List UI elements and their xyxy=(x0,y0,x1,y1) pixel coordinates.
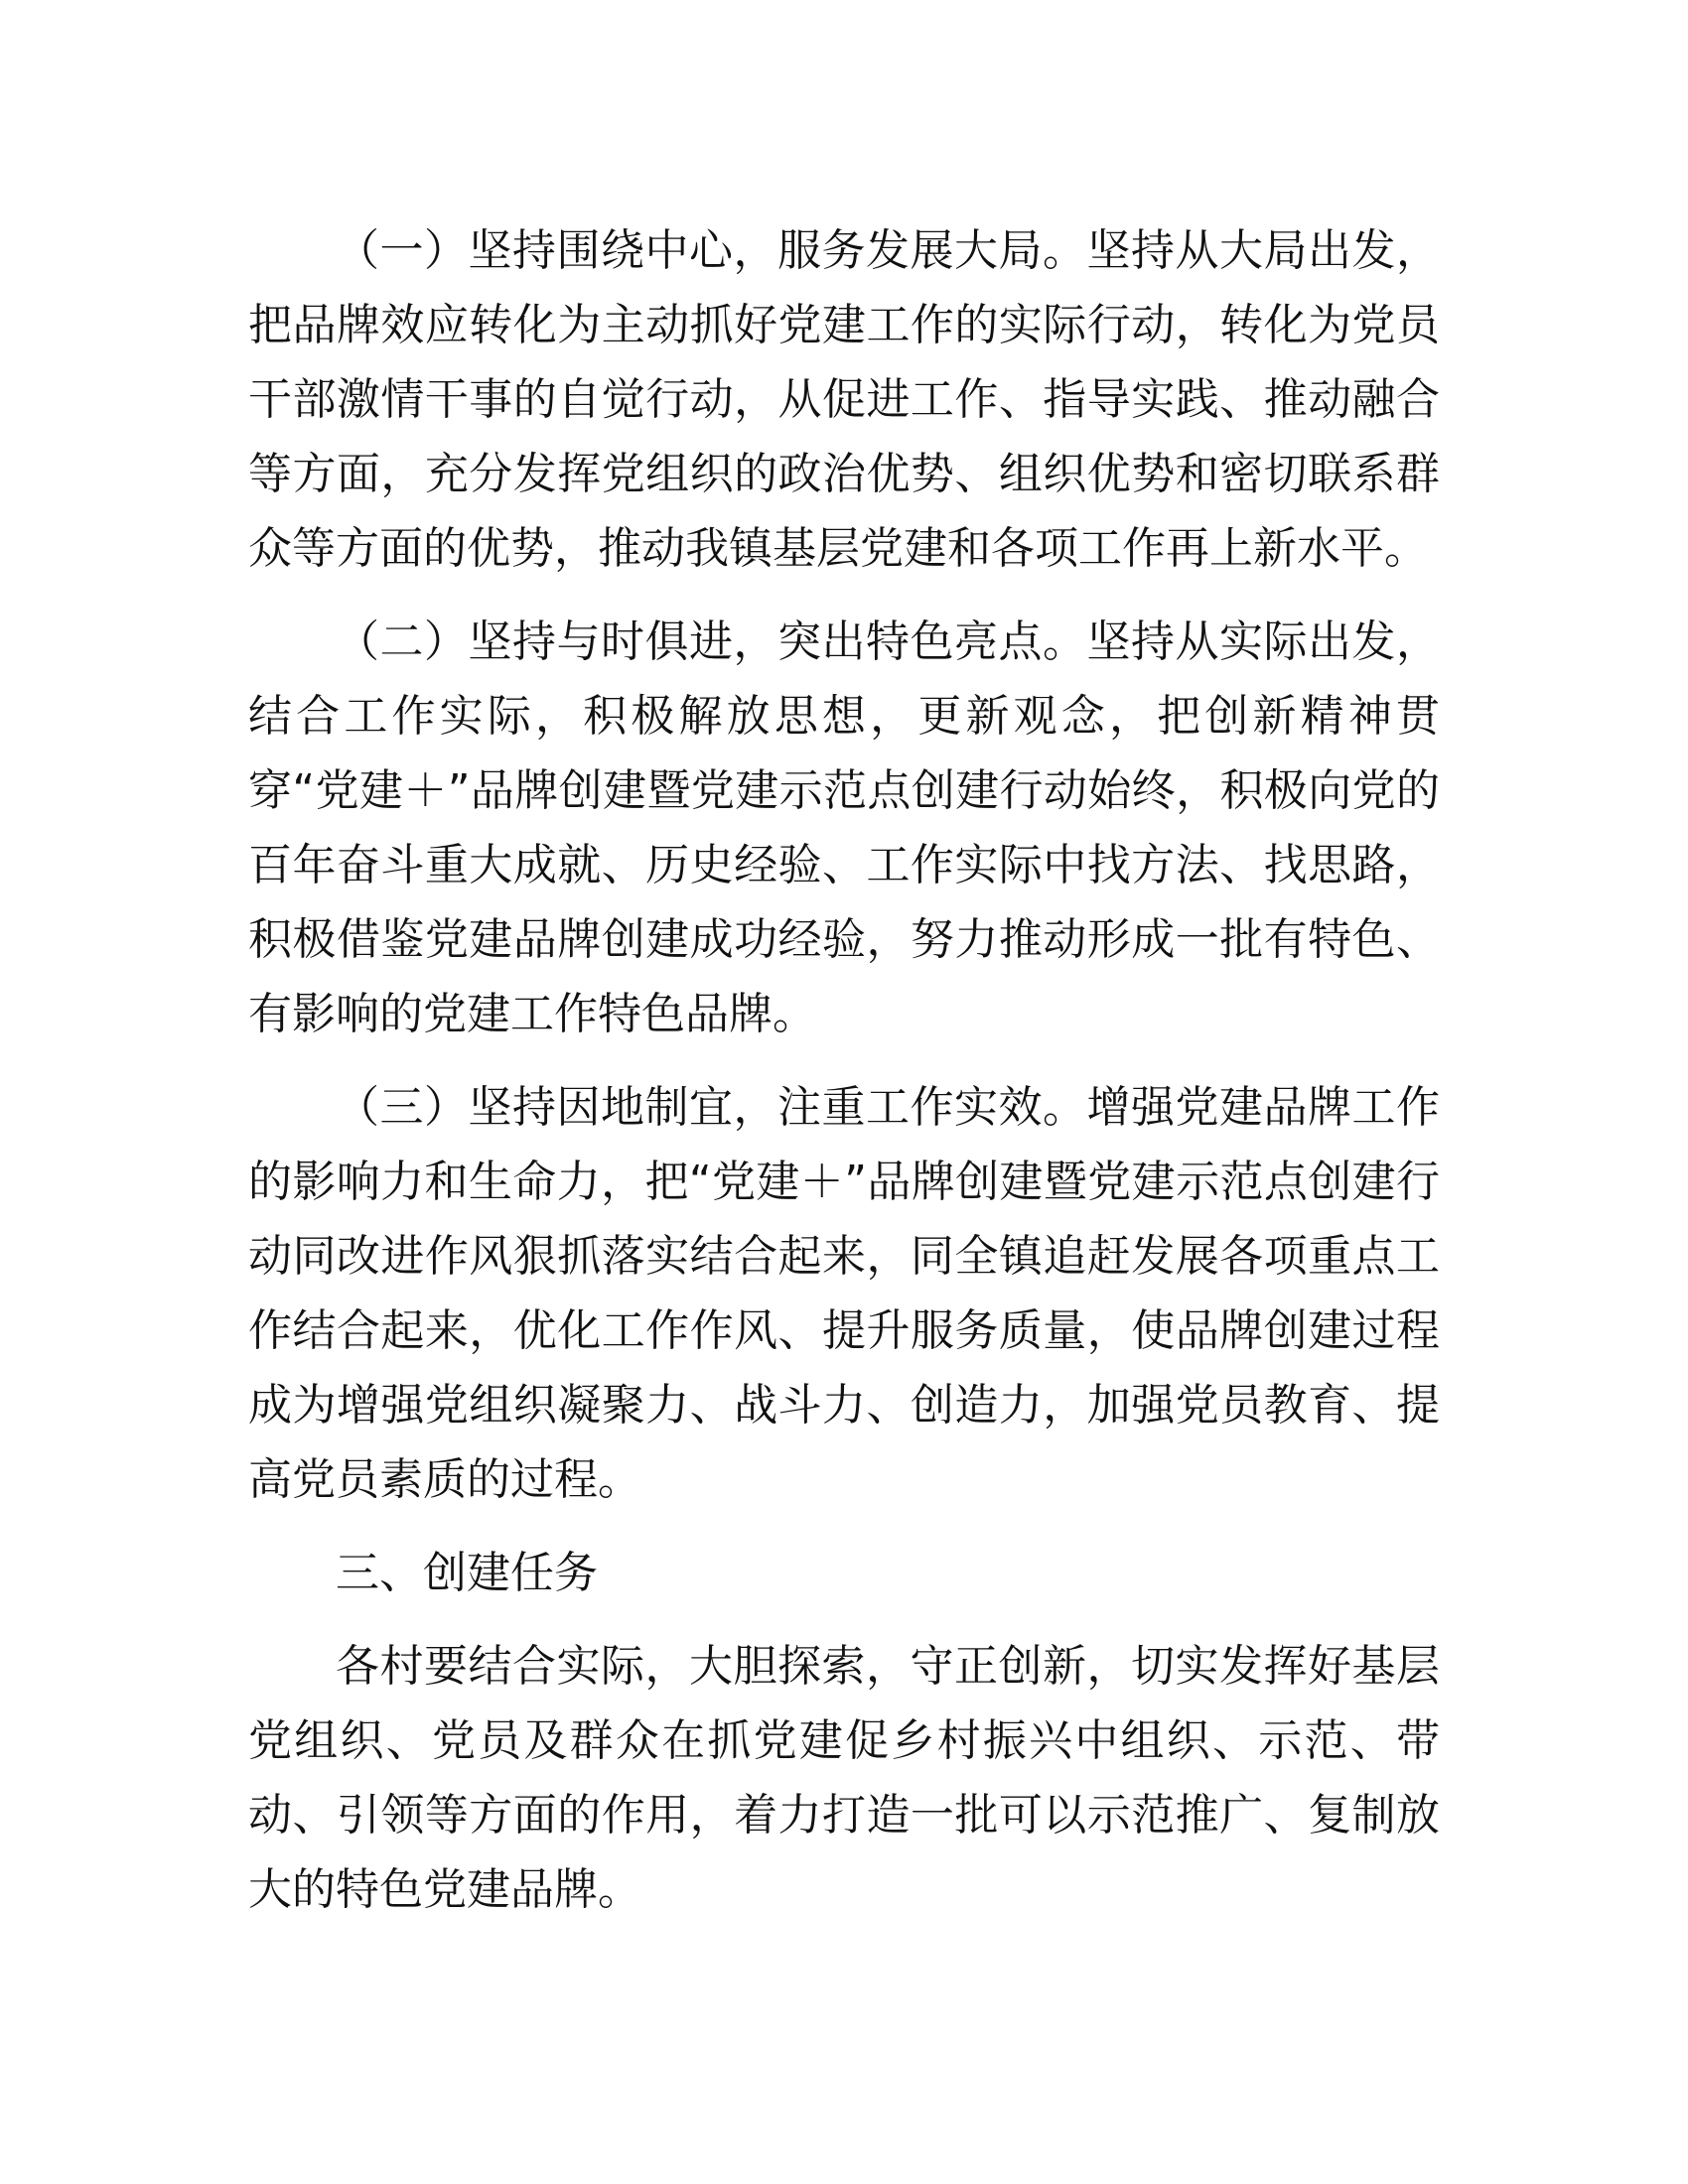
section-heading: 三、创建任务 xyxy=(336,1548,598,1598)
paragraph-principle-1: （一）坚持围绕中心，服务发展大局。坚持从大局出发，把品牌效应转化为主动抓好党建工作的实际行动，转化为党员干部激情干事的自觉行动，从促进工作、指导实践、推动融合等方面，充分发挥党组织的政治优势、组织优势和密切联系群众等方面的优势，推动我镇基层党建和各项工作再上新水平。 xyxy=(248,225,1440,574)
paragraph-task: 各村要结合实际，大胆探索，守正创新，切实发挥好基层党组织、党员及群众在抓党建促乡村振兴中组织、示范、带动、引领等方面的作用，着力打造一批可以示范推广、复制放大的特色党建品牌。 xyxy=(248,1641,1440,1915)
paragraph-principle-2: （二）坚持与时俱进，突出特色亮点。坚持从实际出发，结合工作实际，积极解放思想，更新观念，把创新精神贯穿“党建＋”品牌创建暨党建示范点创建行动始终，积极向党的百年奋斗重大成就、历史经验、工作实际中找方法、找思路，积极借鉴党建品牌创建成功经验，努力推动形成一批有特色、有影响的党建工作特色品牌。 xyxy=(248,616,1440,1039)
paragraph-principle-3: （三）坚持因地制宜，注重工作实效。增强党建品牌工作的影响力和生命力，把“党建＋”品牌创建暨党建示范点创建行动同改进作风狠抓落实结合起来，同全镇追赶发展各项重点工作结合起来，优化工作作风、提升服务质量，使品牌创建过程成为增强党组织凝聚力、战斗力、创造力，加强党员教育、提高党员素质的过程。 xyxy=(248,1082,1440,1505)
document-body xyxy=(248,213,1440,1927)
